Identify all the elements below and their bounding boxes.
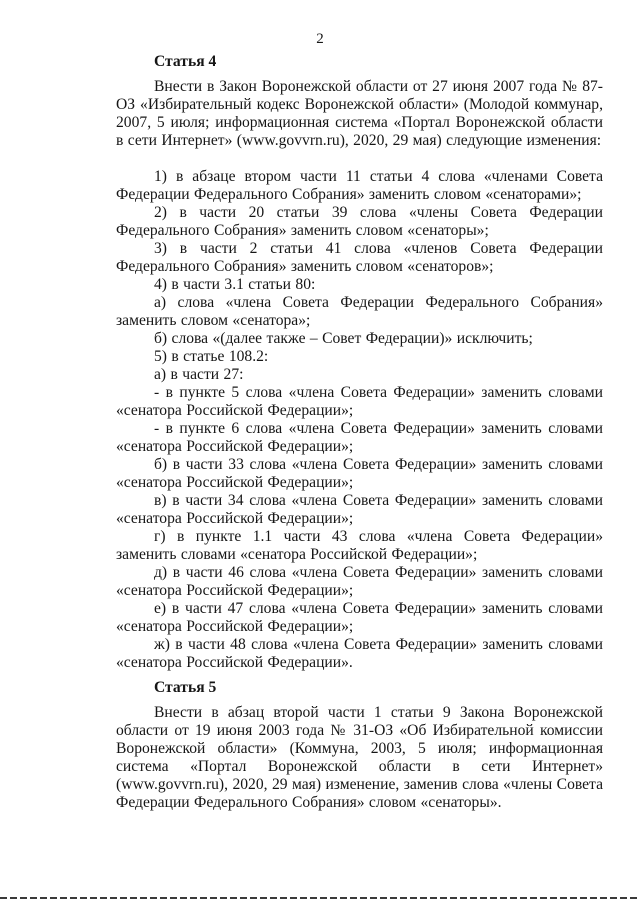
article-5-text: Внести в абзац второй части 1 статьи 9 Закона Воронежской области от 19 июня 2003 года № 31-ОЗ «Об Избирательной комиссии Воронежской области» (Коммуна, 2003, 5 июля; информационная система «Портал Воронежской области в сети Интернет» (www.govvrn.ru), 2020, 29 мая) изменение, заменив слова «члены Совета Федерации Федерального Собрания» словом «сенаторы». <box>116 704 603 811</box>
article-4-item: в) в части 34 слова «члена Совета Федерации» заменить словами «сенатора Российской Федерации»; <box>116 492 603 527</box>
article-4-intro: Внести в Закон Воронежской области от 27 июня 2007 года № 87-ОЗ «Избирательный кодекс Воронежской области» (Молодой коммунар, 2007, 5 июля; информационная система «Портал Воронежской области в сети Интернет» (www.govvrn.ru), 2020, 29 мая) следующие изменения: <box>116 78 603 149</box>
document-body <box>116 52 603 812</box>
article-4-item: - в пункте 5 слова «члена Совета Федерации» заменить словами «сенатора Российской Федерации»; <box>116 384 603 419</box>
article-4-item: б) в части 33 слова «члена Совета Федерации» заменить словами «сенатора Российской Федерации»; <box>116 456 603 491</box>
article-4-item: 1) в абзаце втором части 11 статьи 4 слова «членами Совета Федерации Федерального Собрания» заменить словом «сенаторами»; <box>116 168 603 203</box>
article-4-item: а) в части 27: <box>154 366 244 383</box>
article-4-heading: Статья 4 <box>154 53 217 70</box>
article-4-item: - в пункте 6 слова «члена Совета Федерации» заменить словами «сенатора Российской Федерации»; <box>116 420 603 455</box>
article-4-item: е) в части 47 слова «члена Совета Федерации» заменить словами «сенатора Российской Федерации»; <box>116 600 603 635</box>
article-4-item: 5) в статье 108.2: <box>154 348 269 365</box>
page-number: 2 <box>316 31 324 47</box>
article-4-item: д) в части 46 слова «члена Совета Федерации» заменить словами «сенатора Российской Федерации»; <box>116 564 603 599</box>
article-4-item: 3) в части 2 статьи 41 слова «членов Совета Федерации Федерального Собрания» заменить словом «сенаторов»; <box>116 240 603 275</box>
article-4-item: а) слова «члена Совета Федерации Федерального Собрания» заменить словом «сенатора»; <box>116 294 603 329</box>
article-4-item: г) в пункте 1.1 части 43 слова «члена Совета Федерации» заменить словами «сенатора Российской Федерации»; <box>116 528 603 563</box>
article-4-item: 2) в части 20 статьи 39 слова «члены Совета Федерации Федерального Собрания» заменить словом «сенаторы»; <box>116 204 603 239</box>
paragraph-gap <box>116 150 603 168</box>
article-4-item: ж) в части 48 слова «члена Совета Федерации» заменить словами «сенатора Российской Федерации». <box>116 636 603 671</box>
article-5-heading: Статья 5 <box>154 679 217 696</box>
scan-bottom-edge <box>0 897 640 899</box>
article-4-item: б) слова «(далее также – Совет Федерации)» исключить; <box>154 330 533 347</box>
article-4-item: 4) в части 3.1 статьи 80: <box>154 276 316 293</box>
